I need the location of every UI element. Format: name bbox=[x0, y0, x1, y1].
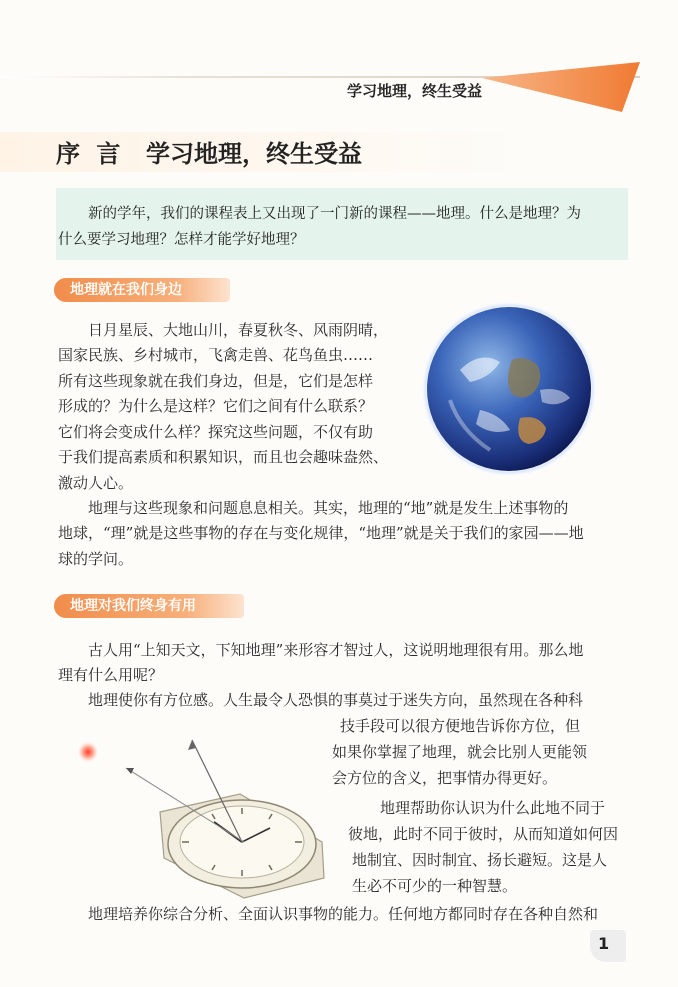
paragraph-line: 彼地，此时不同于彼时，从而知道如何因 bbox=[348, 825, 619, 843]
paragraph-line: 地理帮助你认识为什么此地不同于 bbox=[380, 799, 606, 817]
earth-globe-image bbox=[420, 300, 598, 478]
paragraph-line: 如果你掌握了地理，就会比别人更能领 bbox=[332, 743, 588, 761]
watch-compass-illustration bbox=[74, 738, 334, 904]
paragraph-line: 激动人心。 bbox=[58, 474, 134, 492]
paragraph-line: 地球，“理”就是这些事物的存在与变化规律，“地理”就是关于我们的家园——地 bbox=[58, 524, 584, 542]
page-number: 1 bbox=[598, 934, 610, 953]
paragraph-line: 生必不可少的一种智慧。 bbox=[352, 877, 518, 895]
section-heading-near-us: 地理就在我们身边 bbox=[54, 278, 230, 302]
section-heading-lifelong-useful: 地理对我们终身有用 bbox=[54, 594, 244, 618]
running-title: 学习地理，终生受益 bbox=[346, 82, 482, 100]
paragraph-line: 于我们提高素质和积累知识，而且也会趣味盎然、 bbox=[58, 448, 389, 466]
page-title: 学习地理，终生受益 bbox=[146, 139, 362, 168]
paragraph-line: 地理使你有方位感。人生最令人恐惧的事莫过于迷失方向，虽然现在各种科 bbox=[88, 691, 584, 709]
header-orange-wedge bbox=[482, 62, 642, 112]
paragraph-line: 会方位的含义，把事情办得更好。 bbox=[332, 769, 558, 787]
paragraph-line: 球的学问。 bbox=[58, 550, 134, 568]
paragraph-line: 形成的？为什么是这样？它们之间有什么联系？ bbox=[58, 397, 374, 415]
intro-line: 新的学年，我们的课程表上又出现了一门新的课程——地理。什么是地理？为 bbox=[88, 206, 581, 222]
paragraph-line: 地制宜、因时制宜、扬长避短。这是人 bbox=[352, 851, 608, 869]
paragraph-line: 所有这些现象就在我们身边，但是，它们是怎样 bbox=[58, 372, 374, 390]
paragraph-line: 地理与这些现象和问题息息相关。其实，地理的“地”就是发生上述事物的 bbox=[88, 499, 569, 517]
paragraph-line: 古人用“上知天文，下知地理”来形容才智过人，这说明地理很有用。那么地 bbox=[88, 641, 584, 659]
paragraph-line: 日月星辰、大地山川，春夏秋冬、风雨阴晴， bbox=[88, 321, 389, 339]
intro-line: 什么要学习地理？怎样才能学好地理？ bbox=[58, 232, 305, 248]
paragraph-line: 地理培养你综合分析、全面认识事物的能力。任何地方都同时存在各种自然和 bbox=[88, 905, 599, 923]
paragraph-line: 它们将会变成什么样？探究这些问题，不仅有助 bbox=[58, 423, 374, 441]
paragraph-line: 技手段可以很方便地告诉你方位，但 bbox=[340, 717, 581, 735]
paragraph-line: 国家民族、乡村城市，飞禽走兽、花鸟鱼虫…… bbox=[58, 346, 374, 364]
paragraph-line: 理有什么用呢？ bbox=[58, 666, 164, 684]
section-label: 序 言 bbox=[56, 139, 125, 168]
